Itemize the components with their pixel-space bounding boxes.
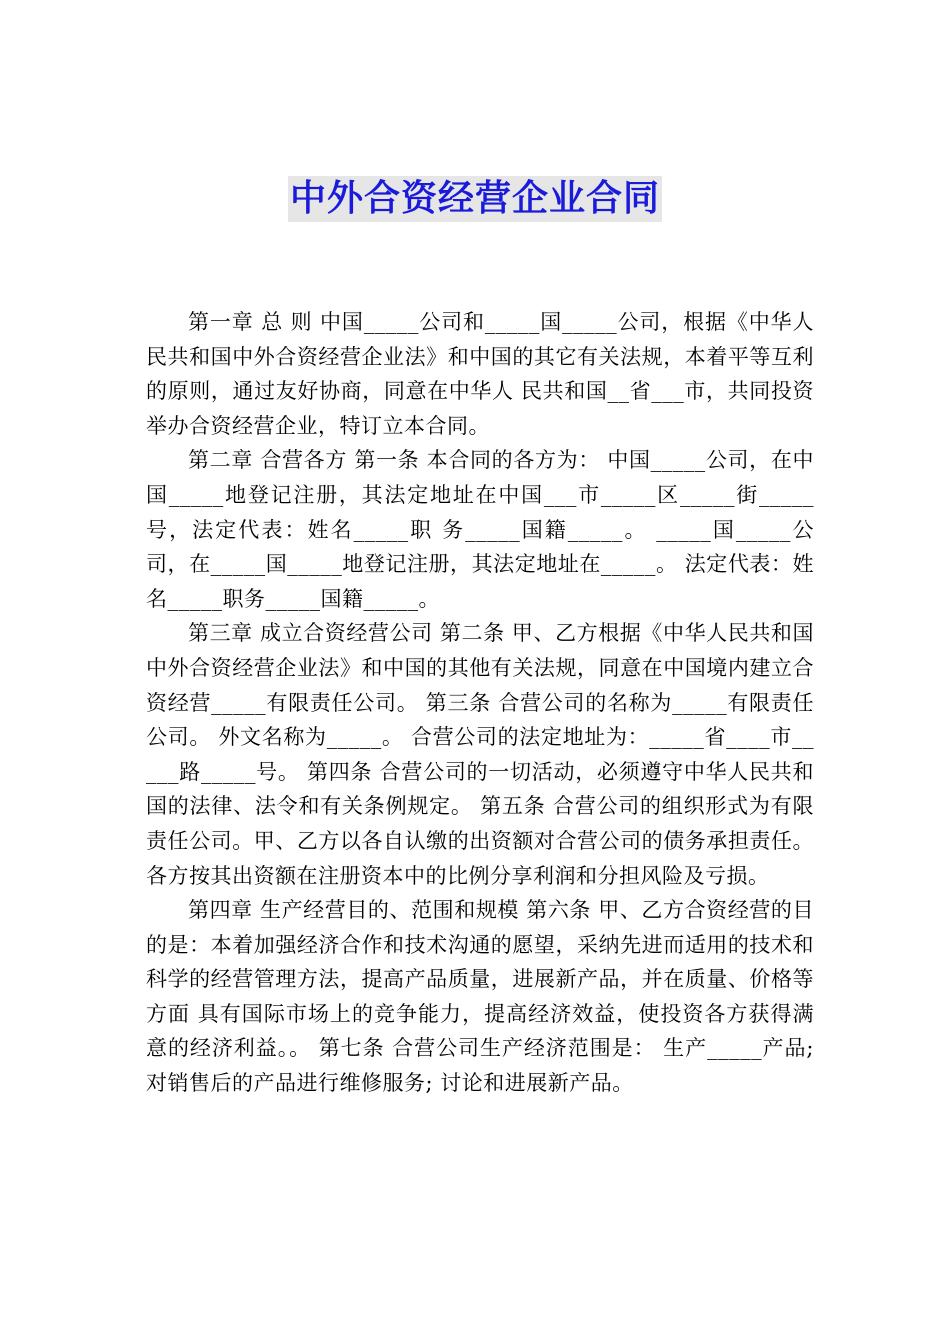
- document-body: [146, 305, 814, 1101]
- paragraph-chapter-2: 第二章 合营各方 第一条 本合同的各方为： 中国_____公司，在中国_____地登记注册，其法定地址在中国___市_____区_____街_____号，法定代表：姓名_____职 务_____国籍_____。 _____国_____公司，在_____国_____地登记注册，其法定地址在_____。 法定代表：姓名_____职务_____国籍_____。: [146, 448, 814, 611]
- title-container: [0, 176, 950, 222]
- paragraph-chapter-1: 第一章 总 则 中国_____公司和_____国_____公司，根据《中华人民共和国中外合资经营企业法》和中国的其它有关法规，本着平等互利的原则，通过友好协商，同意在中华人 民共和国__省___市，共同投资举办合资经营企业，特订立本合同。: [146, 310, 814, 438]
- paragraph-chapter-3: 第三章 成立合资经营公司 第二条 甲、乙方根据《中华人民共和国中外合资经营企业法》和中国的其他有关法规，同意在中国境内建立合资经营_____有限责任公司。 第三条 合营公司的名称为_____有限责任公司。 外文名称为_____。 合营公司的法定地址为：_____省____市_____路_____号。 第四条 合营公司的一切活动，必须遵守中华人民共和国的法律、法令和有关条例规定。 第五条 合营公司的组织形式为有限责任公司。甲、乙方以各自认缴的出资额对合营公司的债务承担责任。各方按其出资额在注册资本中的比例分享利润和分担风险及亏损。: [146, 621, 814, 888]
- paragraph-chapter-4: 第四章 生产经营目的、范围和规模 第六条 甲、乙方合资经营的目的是：本着加强经济合作和技术沟通的愿望，采纳先进而适用的技术和科学的经营管理方法，提高产品质量，进展新产品，并在质量、价格等方面 具有国际市场上的竞争能力，提高经济效益，使投资各方获得满意的经济利益。。 第七条 合营公司生产经济范围是： 生产_____产品; 对销售后的产品进行维修服务; 讨论和进展新产品。: [146, 898, 814, 1096]
- document-title: 中外合资经营企业合同: [288, 176, 662, 222]
